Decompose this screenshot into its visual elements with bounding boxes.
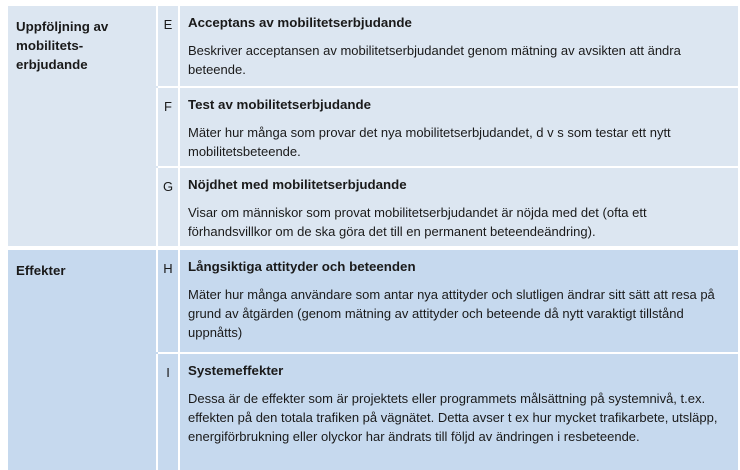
row-letter: F [164, 99, 172, 114]
indicator-row-e [156, 6, 740, 86]
row-description: Visar om människor som provat mobilitetserbjudandet är nöjda med det (ofta ett förhandsvillkor om de ska göra det till en permanent beteendeändring). [188, 205, 647, 239]
row-content [178, 6, 740, 86]
row-description: Beskriver acceptansen av mobilitetserbjudandet genom mätning av avsikten att ändra beteende. [188, 43, 681, 77]
row-heading: Nöjdhet med mobilitetserbjudande [188, 177, 407, 192]
indicator-row-g [156, 168, 740, 246]
indicator-row-f [156, 88, 740, 166]
section-title: Effekter [16, 263, 66, 278]
row-content [178, 354, 740, 470]
section-effects [8, 250, 738, 470]
row-content [178, 168, 740, 246]
indicator-row-i [156, 354, 740, 470]
row-heading: Systemeffekter [188, 363, 284, 378]
section-follow-up [8, 6, 738, 246]
row-letter: I [166, 365, 170, 380]
row-content [178, 88, 740, 166]
row-letter: E [163, 17, 173, 32]
section-title: Uppföljning av mobilitets-erbjudande [16, 19, 109, 72]
row-heading: Långsiktiga attityder och beteenden [188, 259, 416, 274]
row-letter: G [162, 179, 174, 194]
row-heading: Test av mobilitetserbjudande [188, 97, 371, 112]
row-letter: H [163, 261, 173, 276]
row-description: Dessa är de effekter som är projektets eller programmets målsättning på systemnivå, t.ex. effekten på den totala trafiken på vägnätet. Detta avser t ex hur mycket trafikarbete, utsläpp, energiförbrukning eller olyckor har ändrats till följd av ändringen i resbeteende. [188, 391, 718, 444]
indicator-row-h [156, 250, 740, 352]
row-description: Mäter hur många användare som antar nya attityder och slutligen ändrar sitt sätt att resa på grund av åtgärden (genom mätning av attityder och beteende då nytt varaktigt tillstånd uppnåtts) [188, 287, 715, 340]
row-heading: Acceptans av mobilitetserbjudande [188, 15, 412, 30]
row-content [178, 250, 740, 352]
row-description: Mäter hur många som provar det nya mobilitetserbjudandet, d v s som testar ett nytt mobilitetsbeteende. [188, 125, 671, 159]
indicator-table [8, 6, 738, 470]
